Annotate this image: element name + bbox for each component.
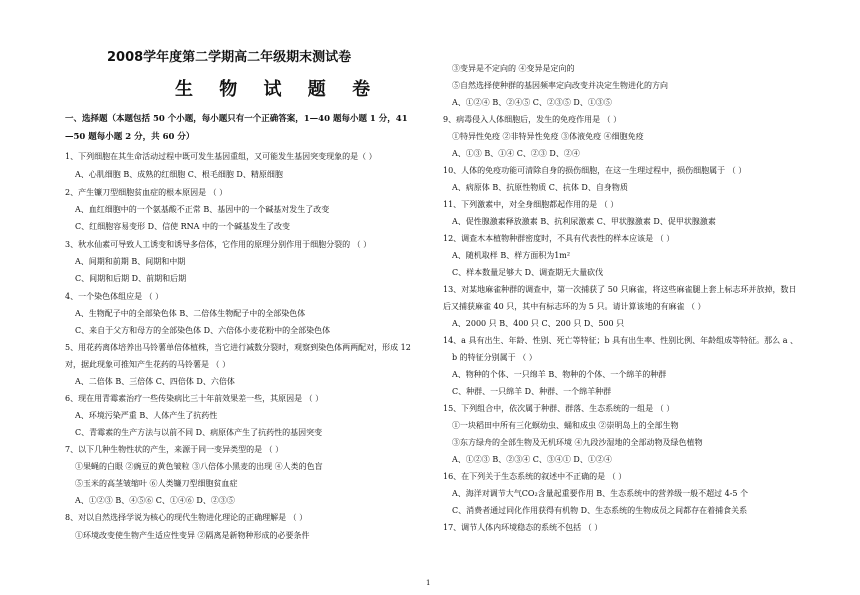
right-question-line: C、消费者通过同化作用获得有机物 D、生态系统的生物成员之间都存在着捕食关系	[452, 506, 748, 515]
left-question-line: 7、以下几种生物性状的产生，来源于同一变异类型的是 （ ）	[65, 445, 284, 454]
page-number: 1	[426, 579, 431, 587]
right-question-line: A、病原体 B、抗原性物质 C、抗体 D、自身物质	[452, 183, 628, 192]
left-question-line: 6、现在用青霉素治疗一些传染病比三十年前效果差一些，其原因是 （ ）	[65, 394, 324, 403]
right-question-line: 后又捕获麻雀 40 只，其中有标志环的为 5 只。请计算该地的有麻雀 （ ）	[443, 302, 706, 311]
left-question-line: 对，据此现象可推知产生花药的马铃薯是 （ ）	[65, 360, 231, 369]
left-question-line: A、血红细胞中的一个氨基酸不正常 B、基因中的一个碱基对发生了改变	[75, 205, 330, 214]
exam-title: 2008学年度第二学期高二年级期末测试卷	[107, 50, 352, 65]
left-question-line: ①环境改变使生物产生适应性变异 ②隔离是新物种形成的必要条件	[75, 531, 310, 540]
right-question-line: b 的特征分别属于 （ ）	[452, 353, 537, 362]
right-question-line: C、样本数量足够大 D、调查期无大量砍伐	[452, 268, 604, 277]
right-question-line: A、①②④ B、②④⑤ C、②③⑤ D、①③⑤	[452, 98, 612, 107]
right-question-line: 17、调节人体内环境稳态的系统不包括 （ ）	[443, 523, 603, 532]
left-question-line: C、间期和后期 D、前期和后期	[75, 274, 187, 283]
left-question-line: 3、秋水仙素可导致人工诱变和诱导多倍体，它作用的原理分别作用于细胞分裂的 （ ）	[65, 240, 372, 249]
left-question-line: 2、产生镰刀型细胞贫血症的根本原因是 （ ）	[65, 188, 228, 197]
exam-subtitle: 生 物 试 题 卷	[175, 79, 381, 100]
right-question-line: A、促性腺激素释放激素 B、抗利尿激素 C、甲状腺激素 D、促甲状腺激素	[452, 217, 716, 226]
right-question-line: 11、下列激素中，对全身细胞都起作用的是 （ ）	[443, 200, 619, 209]
right-question-line: A、物种的个体、一只绵羊 B、物种的个体、一个绵羊的种群	[452, 370, 667, 379]
right-question-line: A、①③ B、①④ C、②③ D、②④	[452, 149, 580, 158]
right-question-line: A、2000 只 B、400 只 C、200 只 D、500 只	[452, 319, 625, 328]
right-question-line: 12、调查木本植物种群密度时，不具有代表性的样本应该是 （ ）	[443, 234, 675, 243]
right-question-line: A、随机取样 B、样方面积为1m²	[452, 251, 571, 260]
right-question-line: ⑤自然选择使种群的基因频率定向改变并决定生物进化的方向	[452, 81, 668, 90]
left-question-line: ⑤玉米的高茎皱缩叶 ⑥人类镰刀型细胞贫血症	[75, 479, 238, 488]
left-question-line: 一、选择题（本题包括 50 个小题，每小题只有一个正确答案，1—40 题每小题 1 分，41	[65, 114, 408, 124]
right-question-line: ③东方绿舟的全部生物及无机环境 ④九段沙湿地的全部动物及绿色植物	[452, 438, 703, 447]
left-question-line: ①果蝇的白眼 ②豌豆的黄色皱粒 ③八倍体小黑麦的出现 ④人类的色盲	[75, 462, 323, 471]
left-question-line: A、间期和前期 B、间期和中期	[75, 257, 186, 266]
left-question-line: A、生物配子中的全部染色体 B、二倍体生物配子中的全部染色体	[75, 309, 306, 318]
left-question-line: A、①②③ B、④⑤⑥ C、①④⑥ D、②③⑤	[75, 496, 235, 505]
left-question-line: —50 题每小题 2 分，共 60 分）	[65, 132, 195, 142]
right-question-line: ③变异是不定向的 ④变异是定向的	[452, 64, 575, 73]
left-question-line: C、青霉素的生产方法与以前不同 D、病原体产生了抗药性的基因突变	[75, 428, 323, 437]
left-question-line: 5、用花药离体培养出马铃薯单倍体植株，当它进行减数分裂时，观察到染色体两两配对，形成 12	[65, 343, 411, 352]
right-question-line: 14、a 具有出生、年龄、性别、死亡等特征；b 具有出生率、性别比例、年龄组成等特征。那么 a 、	[443, 336, 799, 345]
left-question-line: A、二倍体 B、三倍体 C、四倍体 D、六倍体	[75, 377, 235, 386]
left-question-line: 8、对以自然选择学说为核心的现代生物进化理论的正确理解是 （ ）	[65, 513, 308, 522]
right-question-line: 9、病毒侵入人体细胞后，发生的免疫作用是 （ ）	[443, 115, 622, 124]
left-question-line: C、红细胞容易变形 D、信使 RNA 中的一个碱基发生了改变	[75, 222, 290, 231]
right-question-line: ①一块稻田中所有三化螟幼虫、蛹和成虫 ②崇明岛上的全部生物	[452, 421, 679, 430]
left-question-line: C、来自于父方和母方的全部染色体 D、六倍体小麦花粉中的全部染色体	[75, 326, 331, 335]
right-question-line: ①特异性免疫 ②非特异性免疫 ③体液免疫 ④细胞免疫	[452, 132, 644, 141]
right-question-line: 13、对某地麻雀种群的调查中，第一次捕获了 50 只麻雀，将这些麻雀腿上套上标志环并放掉，数日	[443, 285, 797, 294]
right-question-line: 16、在下列关于生态系统的叙述中不正确的是 （ ）	[443, 472, 627, 481]
right-question-line: A、海洋对调节大气CO₂含量起重要作用 B、生态系统中的营养级一般不超过 4-5 个	[452, 489, 749, 498]
right-question-line: C、种群、一只绵羊 D、种群、一个绵羊种群	[452, 387, 612, 396]
left-question-line: A、心肌细胞 B、成熟的红细胞 C、根毛细胞 D、精原细胞	[75, 170, 283, 179]
left-question-line: A、环境污染严重 B、人体产生了抗药性	[75, 411, 218, 420]
right-question-line: 10、人体的免疫功能可清除自身的损伤细胞，在这一生理过程中，损伤细胞属于 （ ）	[443, 166, 747, 175]
left-question-line: 4、一个染色体组应是 （ ）	[65, 292, 164, 301]
left-question-line: 1、下列细胞在其生命活动过程中既可发生基因重组，又可能发生基因突变现象的是（ ）	[65, 152, 377, 161]
right-question-line: A、①②③ B、②③④ C、③④① D、①②④	[452, 455, 612, 464]
right-question-line: 15、下列组合中，依次属于种群、群落、生态系统的一组是 （ ）	[443, 404, 675, 413]
